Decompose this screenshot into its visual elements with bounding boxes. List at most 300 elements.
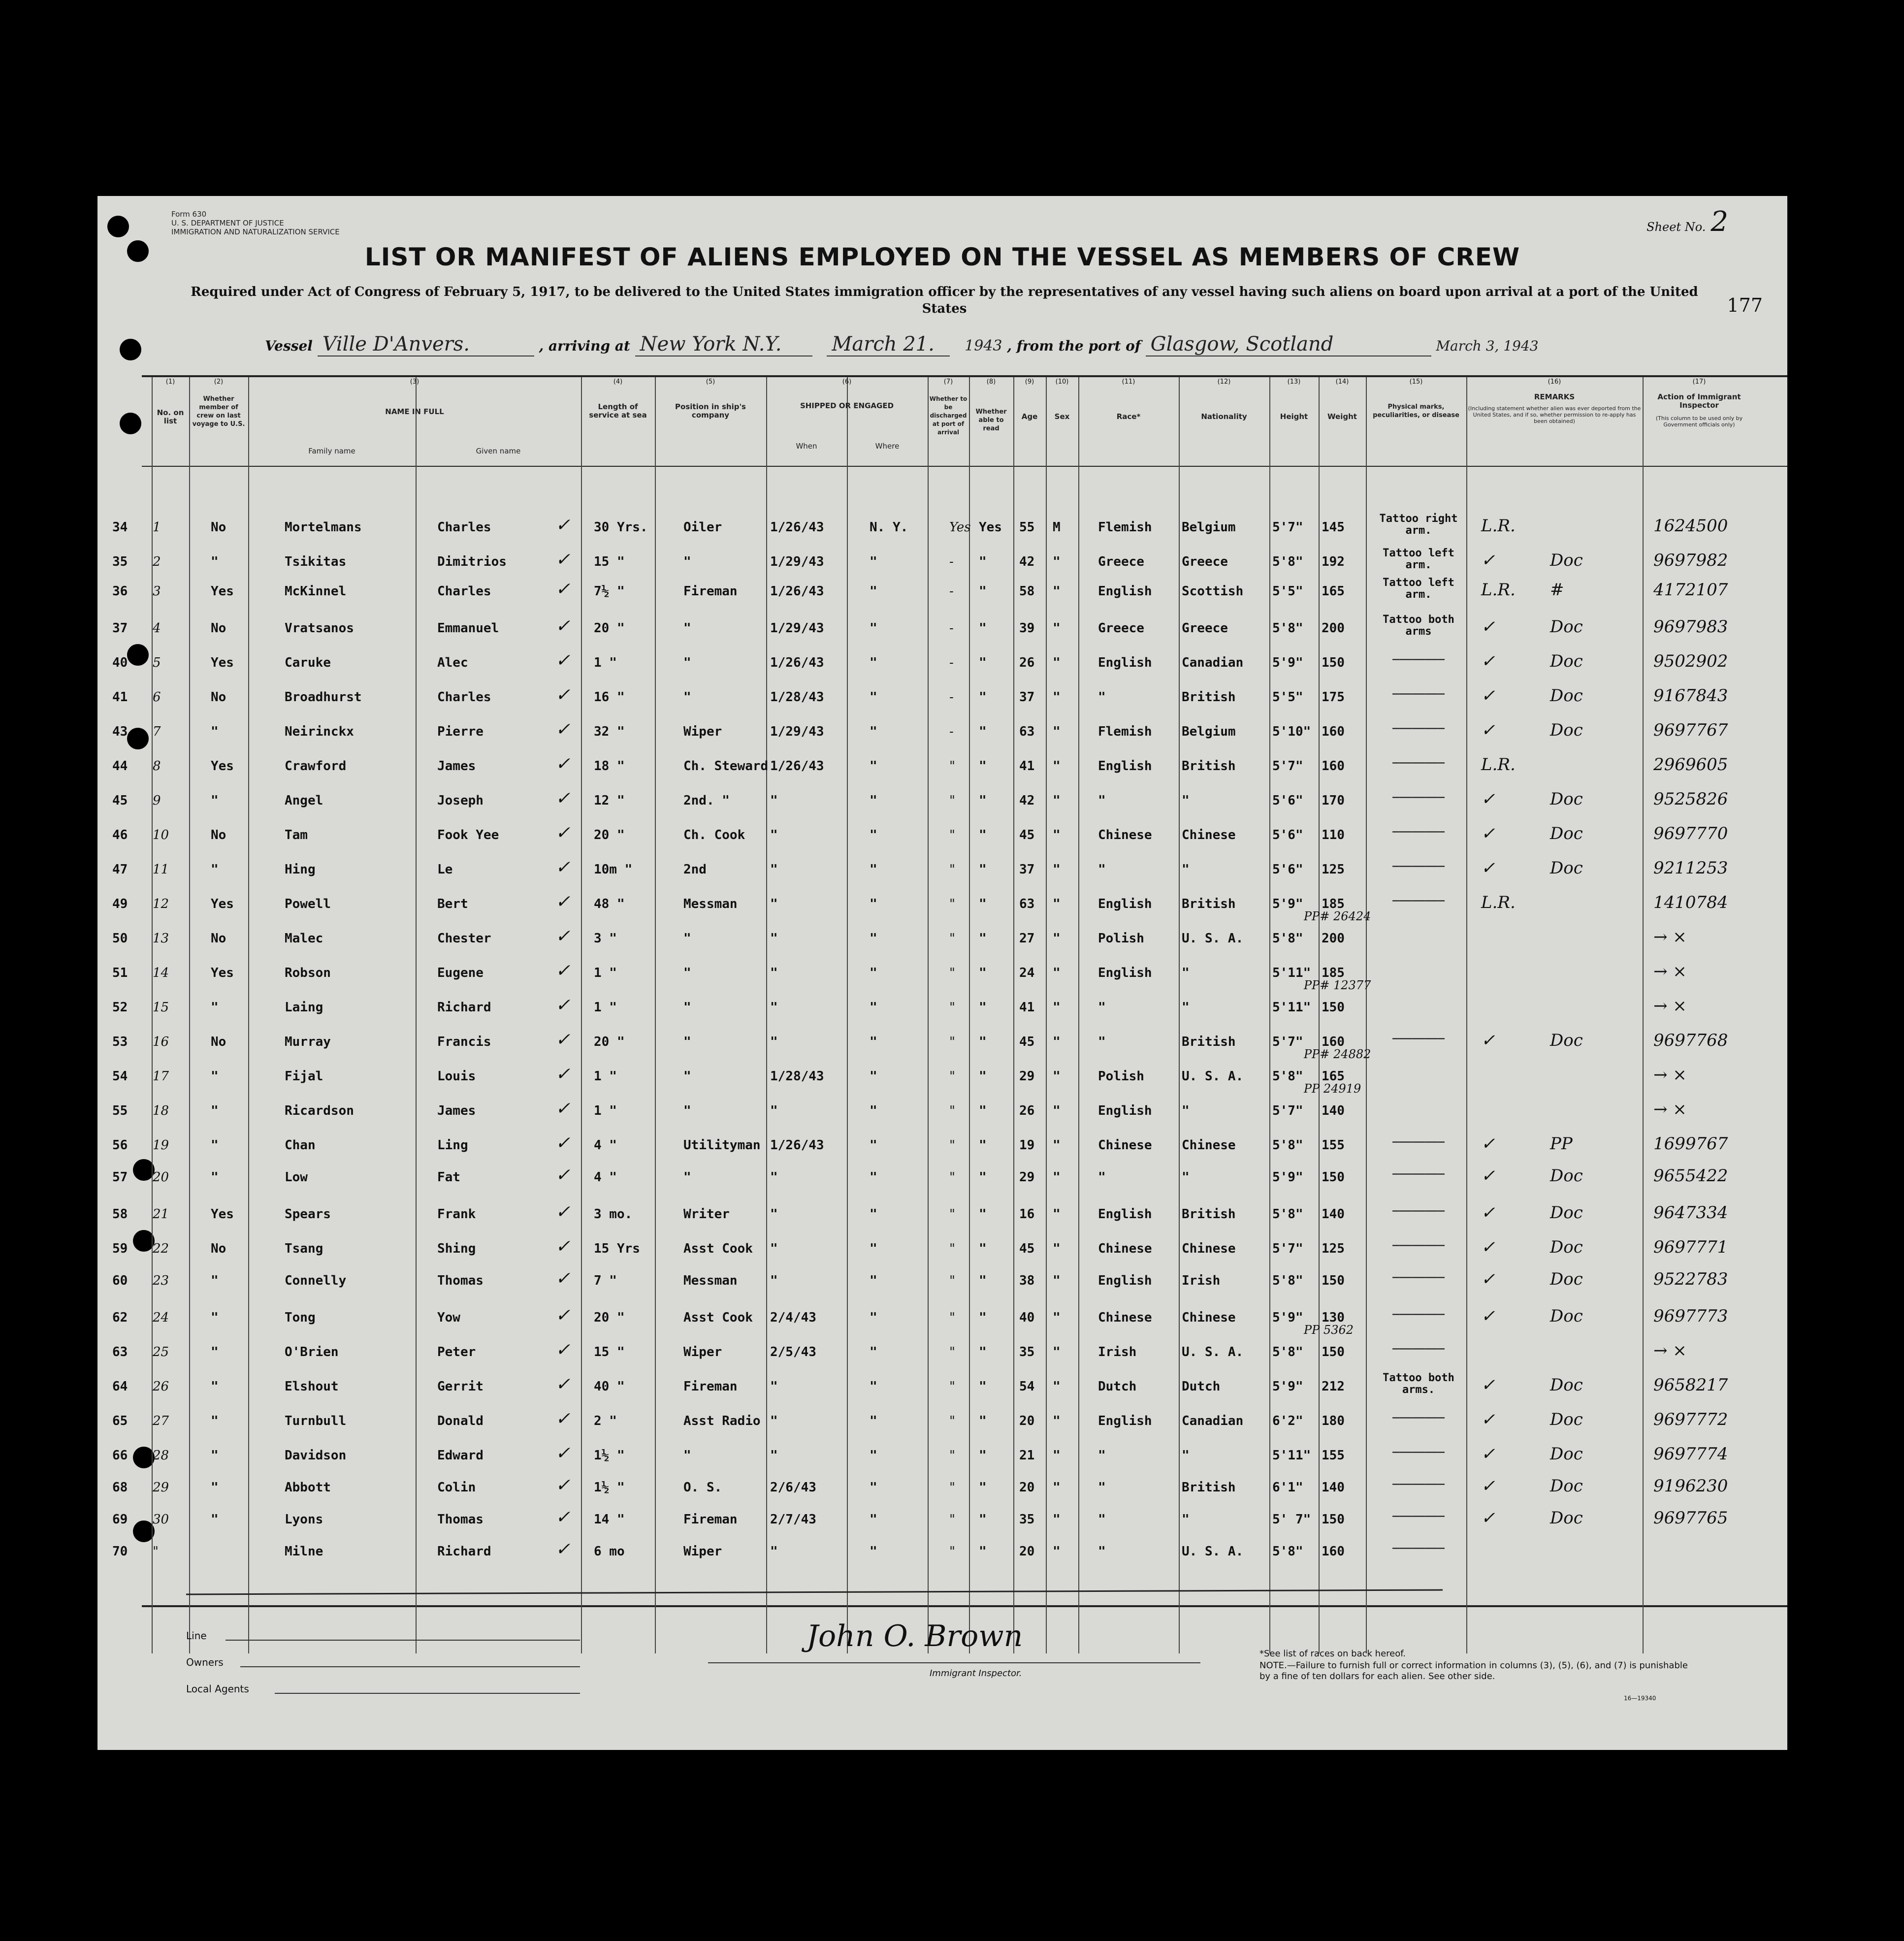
- last-voyage: ": [211, 724, 219, 739]
- able-to-read: ": [979, 1069, 987, 1084]
- service-length: 3 mo.: [594, 1207, 633, 1222]
- column-number: (15): [1409, 378, 1423, 386]
- physical-marks: ________: [1392, 1441, 1445, 1453]
- check-mark: ✓: [555, 616, 571, 636]
- punch-hole: [120, 339, 141, 360]
- remark-check: ✓: [1481, 1375, 1495, 1395]
- sex: ": [1053, 724, 1061, 739]
- last-voyage: ": [211, 554, 219, 569]
- shipped-when: 1/26/43: [770, 759, 824, 774]
- nationality: Chinese: [1182, 1310, 1236, 1325]
- position: Asst Radio: [683, 1414, 761, 1428]
- shipped-when: ": [770, 1414, 778, 1428]
- shipped-when: 2/5/43: [770, 1345, 816, 1359]
- sex: ": [1053, 1000, 1061, 1015]
- inspector-action: 9697765: [1653, 1508, 1728, 1528]
- last-voyage: ": [211, 1512, 219, 1527]
- inspector-action: 9697768: [1653, 1031, 1728, 1050]
- shipped-when: ": [770, 931, 778, 946]
- check-mark: ✓: [555, 719, 571, 740]
- family-name: Abbott: [285, 1480, 331, 1495]
- sheet-number: [1646, 206, 1728, 238]
- shipped-when: 1/26/43: [770, 584, 824, 599]
- check-mark: ✓: [555, 579, 571, 599]
- given-name: Colin: [437, 1480, 476, 1495]
- table-rule-bottom: [142, 1605, 1787, 1607]
- physical-marks: ________: [1392, 1303, 1445, 1315]
- physical-marks: Tattoo left arm.: [1383, 547, 1454, 571]
- remark-document: Doc: [1550, 1444, 1583, 1464]
- row-number: 2: [153, 554, 161, 569]
- column-number: (10): [1055, 378, 1069, 386]
- shipped-when: 2/6/43: [770, 1480, 816, 1495]
- age: 26: [1019, 655, 1035, 670]
- age: 24: [1019, 966, 1035, 980]
- able-to-read: ": [979, 1241, 987, 1256]
- position: ": [683, 1000, 691, 1015]
- able-to-read: ": [979, 1379, 987, 1394]
- weight: 130: [1322, 1310, 1345, 1325]
- family-name: Milne: [285, 1544, 323, 1559]
- strike-line: [186, 1589, 1443, 1595]
- shipped-when: 2/4/43: [770, 1310, 816, 1325]
- shipped-when: 1/28/43: [770, 1069, 824, 1084]
- remark-document: Doc: [1550, 824, 1583, 843]
- column-divider: [1269, 377, 1270, 1653]
- inspector-action: 9697767: [1653, 720, 1728, 740]
- manifest-number: 47: [112, 862, 128, 877]
- able-to-read: ": [979, 1345, 987, 1359]
- row-number: 11: [153, 862, 169, 877]
- header-length-of-service: Length of service at sea: [589, 402, 647, 420]
- discharged: ": [949, 1480, 955, 1495]
- row-number: 10: [153, 828, 169, 842]
- shipped-when: ": [770, 1241, 778, 1256]
- inspector-signature: John O. Brown: [807, 1619, 1023, 1653]
- family-name: Tsikitas: [285, 554, 347, 569]
- header-sex: Sex: [1054, 412, 1070, 421]
- discharged: -: [949, 584, 954, 599]
- manifest-number: 36: [112, 584, 128, 599]
- weight: 170: [1322, 793, 1345, 808]
- age: 35: [1019, 1345, 1035, 1359]
- last-voyage: ": [211, 1310, 219, 1325]
- nationality: Chinese: [1182, 828, 1236, 842]
- discharged: ": [949, 1512, 955, 1527]
- shipped-where: ": [870, 621, 877, 636]
- column-divider: [847, 377, 848, 1653]
- given-name: Le: [437, 862, 453, 877]
- sex: ": [1053, 759, 1061, 774]
- discharged: ": [949, 966, 955, 980]
- service-length: 20 ": [594, 1310, 625, 1325]
- weight: 140: [1322, 1480, 1345, 1495]
- position: 2nd. ": [683, 793, 730, 808]
- able-to-read: ": [979, 1035, 987, 1049]
- physical-marks: ________: [1392, 855, 1445, 867]
- able-to-read: ": [979, 862, 987, 877]
- discharged: -: [949, 554, 954, 569]
- shipped-where: ": [870, 828, 877, 842]
- remark-check: L.R.: [1481, 893, 1516, 912]
- weight: 185: [1322, 966, 1345, 980]
- able-to-read: ": [979, 931, 987, 946]
- race: ": [1098, 1035, 1106, 1049]
- column-number: (14): [1335, 378, 1349, 386]
- remark-check: ✓: [1481, 858, 1495, 878]
- able-to-read: ": [979, 793, 987, 808]
- nationality: British: [1182, 897, 1236, 911]
- physical-marks: ________: [1392, 1163, 1445, 1175]
- discharged: ": [949, 1035, 955, 1049]
- row-number: 4: [153, 621, 161, 636]
- check-mark: ✓: [555, 1409, 571, 1429]
- able-to-read: ": [979, 1512, 987, 1527]
- sex: ": [1053, 1138, 1061, 1153]
- column-divider: [248, 377, 249, 1653]
- sex: M: [1053, 520, 1061, 535]
- weight: 155: [1322, 1138, 1345, 1153]
- position: ": [683, 621, 691, 636]
- last-voyage: Yes: [211, 897, 234, 911]
- able-to-read: ": [979, 621, 987, 636]
- position: ": [683, 931, 691, 946]
- row-number: 21: [153, 1207, 169, 1222]
- given-name: Thomas: [437, 1512, 484, 1527]
- shipped-where: ": [870, 1310, 877, 1325]
- height: 5'8": [1272, 1345, 1303, 1359]
- race: ": [1098, 1448, 1106, 1463]
- height: 5' 7": [1272, 1512, 1311, 1527]
- shipped-when: 2/7/43: [770, 1512, 816, 1527]
- race: Polish: [1098, 1069, 1144, 1084]
- discharged: ": [949, 759, 955, 774]
- header-able-to-read: Whether able to read: [975, 408, 1007, 432]
- age: 38: [1019, 1273, 1035, 1288]
- check-mark: ✓: [555, 892, 571, 912]
- height: 5'8": [1272, 931, 1303, 946]
- last-voyage: Yes: [211, 966, 234, 980]
- remark-document: Doc: [1550, 550, 1583, 570]
- sex: ": [1053, 1170, 1061, 1185]
- punch-hole: [127, 728, 149, 749]
- remark-document: Doc: [1550, 858, 1583, 878]
- physical-marks: ________: [1392, 786, 1445, 798]
- remark-document: #: [1550, 580, 1564, 600]
- discharged: ": [949, 897, 955, 911]
- inspector-action: → ×: [1653, 1100, 1687, 1119]
- discharged: ": [949, 828, 955, 842]
- form-number: Form 630: [171, 210, 207, 219]
- manifest-number: 45: [112, 793, 128, 808]
- shipped-when: ": [770, 862, 778, 877]
- nationality: Belgium: [1182, 724, 1236, 739]
- vessel-line: [265, 333, 1539, 357]
- arrival-year: 1943: [965, 337, 1002, 355]
- discharged: ": [949, 1345, 955, 1359]
- age: 37: [1019, 690, 1035, 705]
- column-divider: [1366, 377, 1367, 1653]
- shipped-when: ": [770, 1000, 778, 1015]
- shipped-when: 1/28/43: [770, 690, 824, 705]
- weight: 160: [1322, 724, 1345, 739]
- race: English: [1098, 1207, 1152, 1222]
- family-name: Connelly: [285, 1273, 347, 1288]
- race: English: [1098, 1414, 1152, 1428]
- discharged: Yes: [949, 520, 971, 535]
- manifest-number: 64: [112, 1379, 128, 1394]
- weight: 125: [1322, 862, 1345, 877]
- given-name: Charles: [437, 520, 491, 535]
- nationality: British: [1182, 1207, 1236, 1222]
- able-to-read: ": [979, 897, 987, 911]
- race: ": [1098, 1512, 1106, 1527]
- shipped-when: ": [770, 1273, 778, 1288]
- discharged: ": [949, 1448, 955, 1463]
- check-mark: ✓: [555, 961, 571, 981]
- height: 5'11": [1272, 1000, 1311, 1015]
- given-name: Joseph: [437, 793, 484, 808]
- physical-marks: ________: [1392, 1234, 1445, 1246]
- header-inspector-action: Action of Immigrant Inspector: [1657, 392, 1741, 410]
- discharged: ": [949, 1138, 955, 1153]
- vessel-name: Ville D'Anvers.: [318, 333, 534, 356]
- header-discharged: Whether to be discharged at port of arrival: [929, 395, 968, 436]
- last-voyage: ": [211, 1345, 219, 1359]
- service-length: 1 ": [594, 1069, 617, 1084]
- remark-check: ✓: [1481, 1444, 1495, 1464]
- able-to-read: ": [979, 724, 987, 739]
- inspector-action: → ×: [1653, 962, 1687, 981]
- able-to-read: ": [979, 1448, 987, 1463]
- shipped-when: ": [770, 897, 778, 911]
- manifest-number: 65: [112, 1414, 128, 1428]
- column-number: (6): [842, 378, 852, 386]
- service-length: 30 Yrs.: [594, 520, 648, 535]
- service-length: 1½ ": [594, 1480, 625, 1495]
- passport-note: PP 5362: [1304, 1323, 1354, 1337]
- check-mark: ✓: [555, 1475, 571, 1495]
- manifest-number: 66: [112, 1448, 128, 1463]
- given-name: Richard: [437, 1000, 491, 1015]
- able-to-read: ": [979, 1310, 987, 1325]
- check-mark: ✓: [555, 1202, 571, 1222]
- physical-marks: ________: [1392, 1027, 1445, 1039]
- service-length: 18 ": [594, 759, 625, 774]
- shipped-when: 1/29/43: [770, 724, 824, 739]
- service-length: 15 ": [594, 554, 625, 569]
- remark-document: Doc: [1550, 1476, 1583, 1496]
- position: ": [683, 1035, 691, 1049]
- height: 5'6": [1272, 862, 1303, 877]
- physical-marks: ________: [1392, 1337, 1445, 1350]
- arriving-label: , arriving at: [539, 338, 630, 354]
- service-length: 20 ": [594, 621, 625, 636]
- weight: 212: [1322, 1379, 1345, 1394]
- position: Oiler: [683, 520, 722, 535]
- remark-check: ✓: [1481, 1237, 1495, 1257]
- check-mark: ✓: [555, 1340, 571, 1360]
- family-name: Murray: [285, 1035, 331, 1049]
- service-length: 1 ": [594, 655, 617, 670]
- remark-document: Doc: [1550, 1203, 1583, 1223]
- sex: ": [1053, 931, 1061, 946]
- race: Dutch: [1098, 1379, 1137, 1394]
- arriving-port: New York N.Y.: [635, 333, 812, 356]
- shipped-when: ": [770, 793, 778, 808]
- shipped-where: ": [870, 897, 877, 911]
- given-name: Chester: [437, 931, 491, 946]
- manifest-number: 57: [112, 1170, 128, 1185]
- nationality: U. S. A.: [1182, 1345, 1244, 1359]
- manifest-number: 59: [112, 1241, 128, 1256]
- last-voyage: ": [211, 1069, 219, 1084]
- check-mark: ✓: [555, 823, 571, 843]
- sex: ": [1053, 862, 1061, 877]
- given-name: Fat: [437, 1170, 460, 1185]
- shipped-where: ": [870, 690, 877, 705]
- header-height: Height: [1280, 412, 1308, 421]
- row-number: 8: [153, 759, 161, 774]
- family-name: Tong: [285, 1310, 316, 1325]
- family-name: Mortelmans: [285, 520, 362, 535]
- shipped-when: ": [770, 1379, 778, 1394]
- inspector-action: 9697771: [1653, 1237, 1728, 1257]
- remark-document: Doc: [1550, 789, 1583, 809]
- age: 42: [1019, 554, 1035, 569]
- height: 5'10": [1272, 724, 1311, 739]
- height: 5'6": [1272, 793, 1303, 808]
- given-name: Yow: [437, 1310, 460, 1325]
- row-number: 25: [153, 1345, 169, 1359]
- given-name: Charles: [437, 690, 491, 705]
- service-length: 48 ": [594, 897, 625, 911]
- race: Greece: [1098, 554, 1144, 569]
- weight: 200: [1322, 621, 1345, 636]
- manifest-number: 43: [112, 724, 128, 739]
- nationality: Canadian: [1182, 655, 1244, 670]
- remark-check: L.R.: [1481, 755, 1516, 775]
- nationality: British: [1182, 1035, 1236, 1049]
- manifest-number: 53: [112, 1035, 128, 1049]
- able-to-read: ": [979, 759, 987, 774]
- sheet-number-value: 2: [1710, 206, 1728, 238]
- inspector-action: 1699767: [1653, 1134, 1728, 1154]
- row-number: 19: [153, 1138, 169, 1153]
- header-no-on-list: No. on list: [157, 408, 184, 425]
- service-name: IMMIGRATION AND NATURALIZATION SERVICE: [171, 227, 340, 236]
- position: ": [683, 1170, 691, 1185]
- sex: ": [1053, 1241, 1061, 1256]
- header-nationality: Nationality: [1201, 412, 1247, 421]
- inspector-label: Immigrant Inspector.: [930, 1668, 1022, 1679]
- given-name: Fook Yee: [437, 828, 499, 842]
- weight: 150: [1322, 655, 1345, 670]
- nationality: British: [1182, 759, 1236, 774]
- manifest-number: 58: [112, 1207, 128, 1222]
- remark-check: ✓: [1481, 1269, 1495, 1289]
- shipped-where: ": [870, 862, 877, 877]
- family-name: Angel: [285, 793, 323, 808]
- remark-document: Doc: [1550, 1237, 1583, 1257]
- age: 55: [1019, 520, 1035, 535]
- remark-check: ✓: [1481, 550, 1495, 570]
- inspector-action: → ×: [1653, 996, 1687, 1016]
- family-name: Caruke: [285, 655, 331, 670]
- row-number: 28: [153, 1448, 169, 1463]
- discharged: ": [949, 862, 955, 877]
- inspector-action: → ×: [1653, 1065, 1687, 1085]
- shipped-where: ": [870, 1170, 877, 1185]
- able-to-read: ": [979, 1480, 987, 1495]
- race: ": [1098, 862, 1106, 877]
- row-number: 3: [153, 584, 161, 599]
- column-divider: [766, 377, 767, 1653]
- race: ": [1098, 1480, 1106, 1495]
- column-number: (4): [613, 378, 623, 386]
- row-number: 29: [153, 1480, 169, 1495]
- sex: ": [1053, 793, 1061, 808]
- discharged: -: [949, 621, 954, 636]
- remark-check: ✓: [1481, 1203, 1495, 1223]
- column-divider: [655, 377, 656, 1653]
- shipped-where: ": [870, 1207, 877, 1222]
- shipped-where: ": [870, 793, 877, 808]
- age: 58: [1019, 584, 1035, 599]
- race: English: [1098, 897, 1152, 911]
- column-divider: [1179, 377, 1180, 1653]
- service-length: 3 ": [594, 931, 617, 946]
- race: English: [1098, 1273, 1152, 1288]
- column-divider: [1466, 377, 1467, 1653]
- age: 42: [1019, 793, 1035, 808]
- height: 5'9": [1272, 1170, 1303, 1185]
- header-weight: Weight: [1327, 412, 1357, 421]
- manifest-number: 52: [112, 1000, 128, 1015]
- shipped-when: ": [770, 1544, 778, 1559]
- page-title: LIST OR MANIFEST OF ALIENS EMPLOYED ON THE VESSEL AS MEMBERS OF CREW: [364, 243, 1520, 271]
- sex: ": [1053, 1310, 1061, 1325]
- sex: ": [1053, 1480, 1061, 1495]
- shipped-where: ": [870, 1000, 877, 1015]
- physical-marks: ________: [1392, 1266, 1445, 1278]
- able-to-read: ": [979, 1000, 987, 1015]
- weight: 150: [1322, 1170, 1345, 1185]
- signature-line: [708, 1662, 1200, 1663]
- remark-check: ✓: [1481, 651, 1495, 671]
- shipped-where: ": [870, 931, 877, 946]
- weight: 200: [1322, 931, 1345, 946]
- sheet-label: Sheet No.: [1646, 220, 1706, 234]
- header-rule-top: [142, 375, 1787, 377]
- able-to-read: ": [979, 655, 987, 670]
- weight: 150: [1322, 1512, 1345, 1527]
- last-voyage: No: [211, 828, 226, 842]
- last-voyage: ": [211, 1000, 219, 1015]
- physical-marks: ________: [1392, 717, 1445, 729]
- remark-document: Doc: [1550, 651, 1583, 671]
- position: Wiper: [683, 1544, 722, 1559]
- height: 5'11": [1272, 966, 1311, 980]
- discharged: ": [949, 1310, 955, 1325]
- given-name: Dimitrios: [437, 554, 507, 569]
- sex: ": [1053, 1035, 1061, 1049]
- family-name: Lyons: [285, 1512, 323, 1527]
- last-voyage: No: [211, 690, 226, 705]
- shipped-where: ": [870, 1448, 877, 1463]
- shipped-where: ": [870, 1069, 877, 1084]
- shipped-where: ": [870, 1241, 877, 1256]
